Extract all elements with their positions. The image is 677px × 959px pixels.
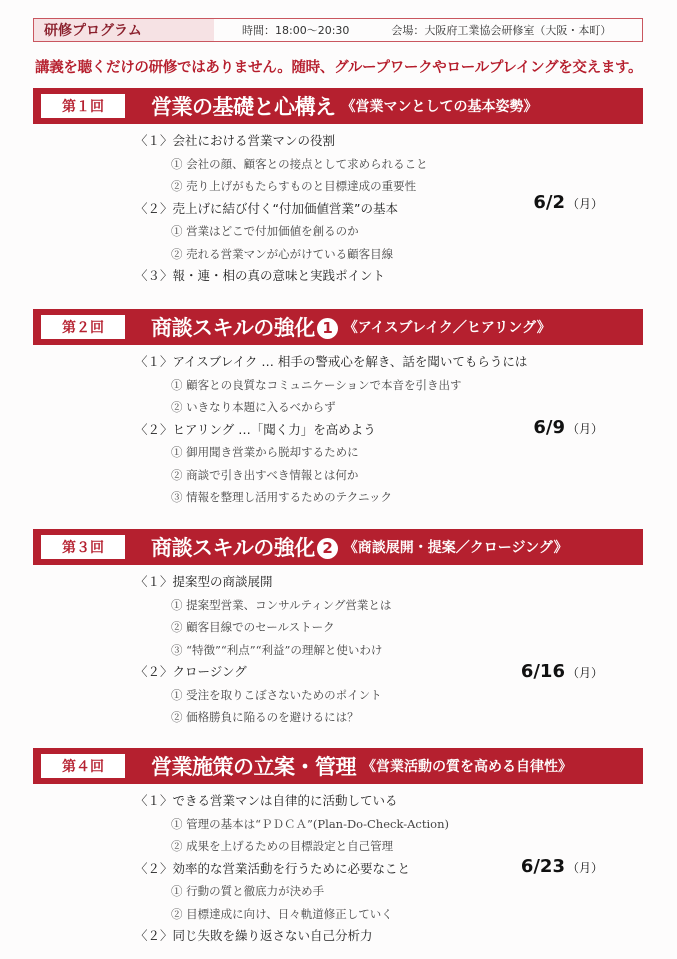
session-1 [33, 88, 643, 288]
topic: 〈３〉報・連・相の真の意味と実践ポイント [135, 268, 386, 283]
session-2 [33, 309, 643, 509]
topic: 〈２〉同じ失敗を繰り返さない自己分析力 [135, 928, 373, 943]
part-badge: 2 [317, 538, 338, 559]
program-title: 研修プログラム [34, 19, 214, 41]
program-header [33, 18, 643, 42]
subtopic: ③ “特徴”“利点”“利益”の理解と使いわけ [171, 642, 383, 657]
session-header [33, 88, 643, 124]
session-number: 第２回 [41, 315, 125, 339]
session-items [33, 345, 643, 509]
session-number: 第４回 [41, 754, 125, 778]
time-info: 時間：18:00〜20:30 [242, 24, 350, 37]
day-of-week: （月） [566, 861, 603, 875]
subtopic: ② 目標達成に向け、日々軌道修正していく [171, 906, 393, 921]
date-value: 6/16 [520, 661, 565, 682]
subtopic: ① 御用聞き営業から脱却するために [171, 445, 359, 459]
session-3 [33, 529, 643, 729]
subtopic: ② 商談で引き出すべき情報とは何か [171, 467, 359, 482]
part-badge: 1 [317, 318, 338, 339]
session-items [33, 784, 643, 948]
topic: 〈２〉ヒアリング …「聞く力」を高めよう [135, 421, 376, 437]
subtopic: ③ 情報を整理し活用するためのテクニック [171, 490, 393, 504]
session-date [533, 192, 603, 213]
session-subtitle: 《営業活動の質を高める自律性》 [362, 759, 572, 775]
date-value: 6/2 [533, 192, 565, 213]
session-subtitle: 《アイスブレイク／ヒアリング》 [343, 320, 551, 336]
topic: 〈２〉クロージング [135, 664, 247, 679]
session-title: 営業の基礎と心構え [151, 95, 336, 119]
topic: 〈１〉会社における営業マンの役割 [135, 133, 336, 148]
session-date [521, 856, 603, 877]
session-title-text: 商談スキルの強化 [151, 316, 315, 340]
subtopic: ② 売り上げがもたらすものと目標達成の重要性 [171, 179, 417, 193]
subtopic: ① 提案型営業、コンサルティング営業とは [171, 597, 392, 612]
session-title [151, 312, 338, 342]
session-subtitle: 《商談展開・提案／クロージング》 [343, 540, 568, 556]
subtopic: ② いきなり本題に入るべからず [171, 400, 336, 414]
subtopic: ① 受注を取りこぼさないためのポイント [171, 687, 382, 702]
session-number: 第３回 [41, 535, 125, 559]
session-date [521, 661, 603, 682]
session-date [533, 417, 603, 438]
session-title: 営業施策の立案・管理 [151, 755, 356, 779]
session-items [33, 124, 643, 288]
subtopic: ② 価格勝負に陥るのを避けるには？ [171, 710, 359, 724]
day-of-week: （月） [566, 197, 603, 211]
session-header [33, 529, 643, 565]
subtopic: ① 管理の基本は“ＰＤＣＡ”(Plan-Do-Check-Action) [171, 816, 449, 831]
day-of-week: （月） [566, 422, 603, 436]
session-number: 第１回 [41, 94, 125, 118]
date-value: 6/9 [533, 417, 565, 438]
session-items [33, 565, 643, 729]
venue-info: 会場：大阪府工業協会研修室（大阪・本町） [391, 24, 612, 37]
intro-text: 講義を聴くだけの研修ではありません。随時、グループワークやロールプレイングを交えます。 [35, 60, 643, 76]
session-header [33, 748, 643, 784]
session-4 [33, 748, 643, 948]
session-header [33, 309, 643, 345]
subtopic: ② 顧客目線でのセールストーク [171, 620, 335, 634]
day-of-week: （月） [566, 666, 603, 680]
subtopic: ① 営業はどこで付加価値を創るのか [171, 224, 359, 238]
subtopic: ② 成果を上げるための目標設定と自己管理 [171, 839, 394, 853]
session-subtitle: 《営業マンとしての基本姿勢》 [341, 99, 538, 115]
topic: 〈２〉売上げに結び付く“付加価値営業”の基本 [135, 200, 398, 216]
topic: 〈１〉アイスブレイク … 相手の警戒心を解き、話を聞いてもらうには [135, 354, 528, 369]
subtopic: ① 顧客との良質なコミュニケーションで本音を引き出す [171, 377, 462, 392]
session-title [151, 532, 338, 562]
subtopic: ② 売れる営業マンが心がけている顧客目線 [171, 246, 394, 261]
date-value: 6/23 [520, 856, 565, 877]
subtopic: ① 会社の顔、顧客との接点として求められること [171, 156, 428, 171]
topic: 〈１〉提案型の商談展開 [135, 574, 273, 589]
session-title-text: 商談スキルの強化 [151, 536, 315, 560]
subtopic: ① 行動の質と徹底力が決め手 [171, 884, 325, 898]
topic: 〈１〉できる営業マンは自律的に活動している [135, 793, 398, 808]
topic: 〈２〉効率的な営業活動を行うために必要なこと [135, 860, 411, 876]
